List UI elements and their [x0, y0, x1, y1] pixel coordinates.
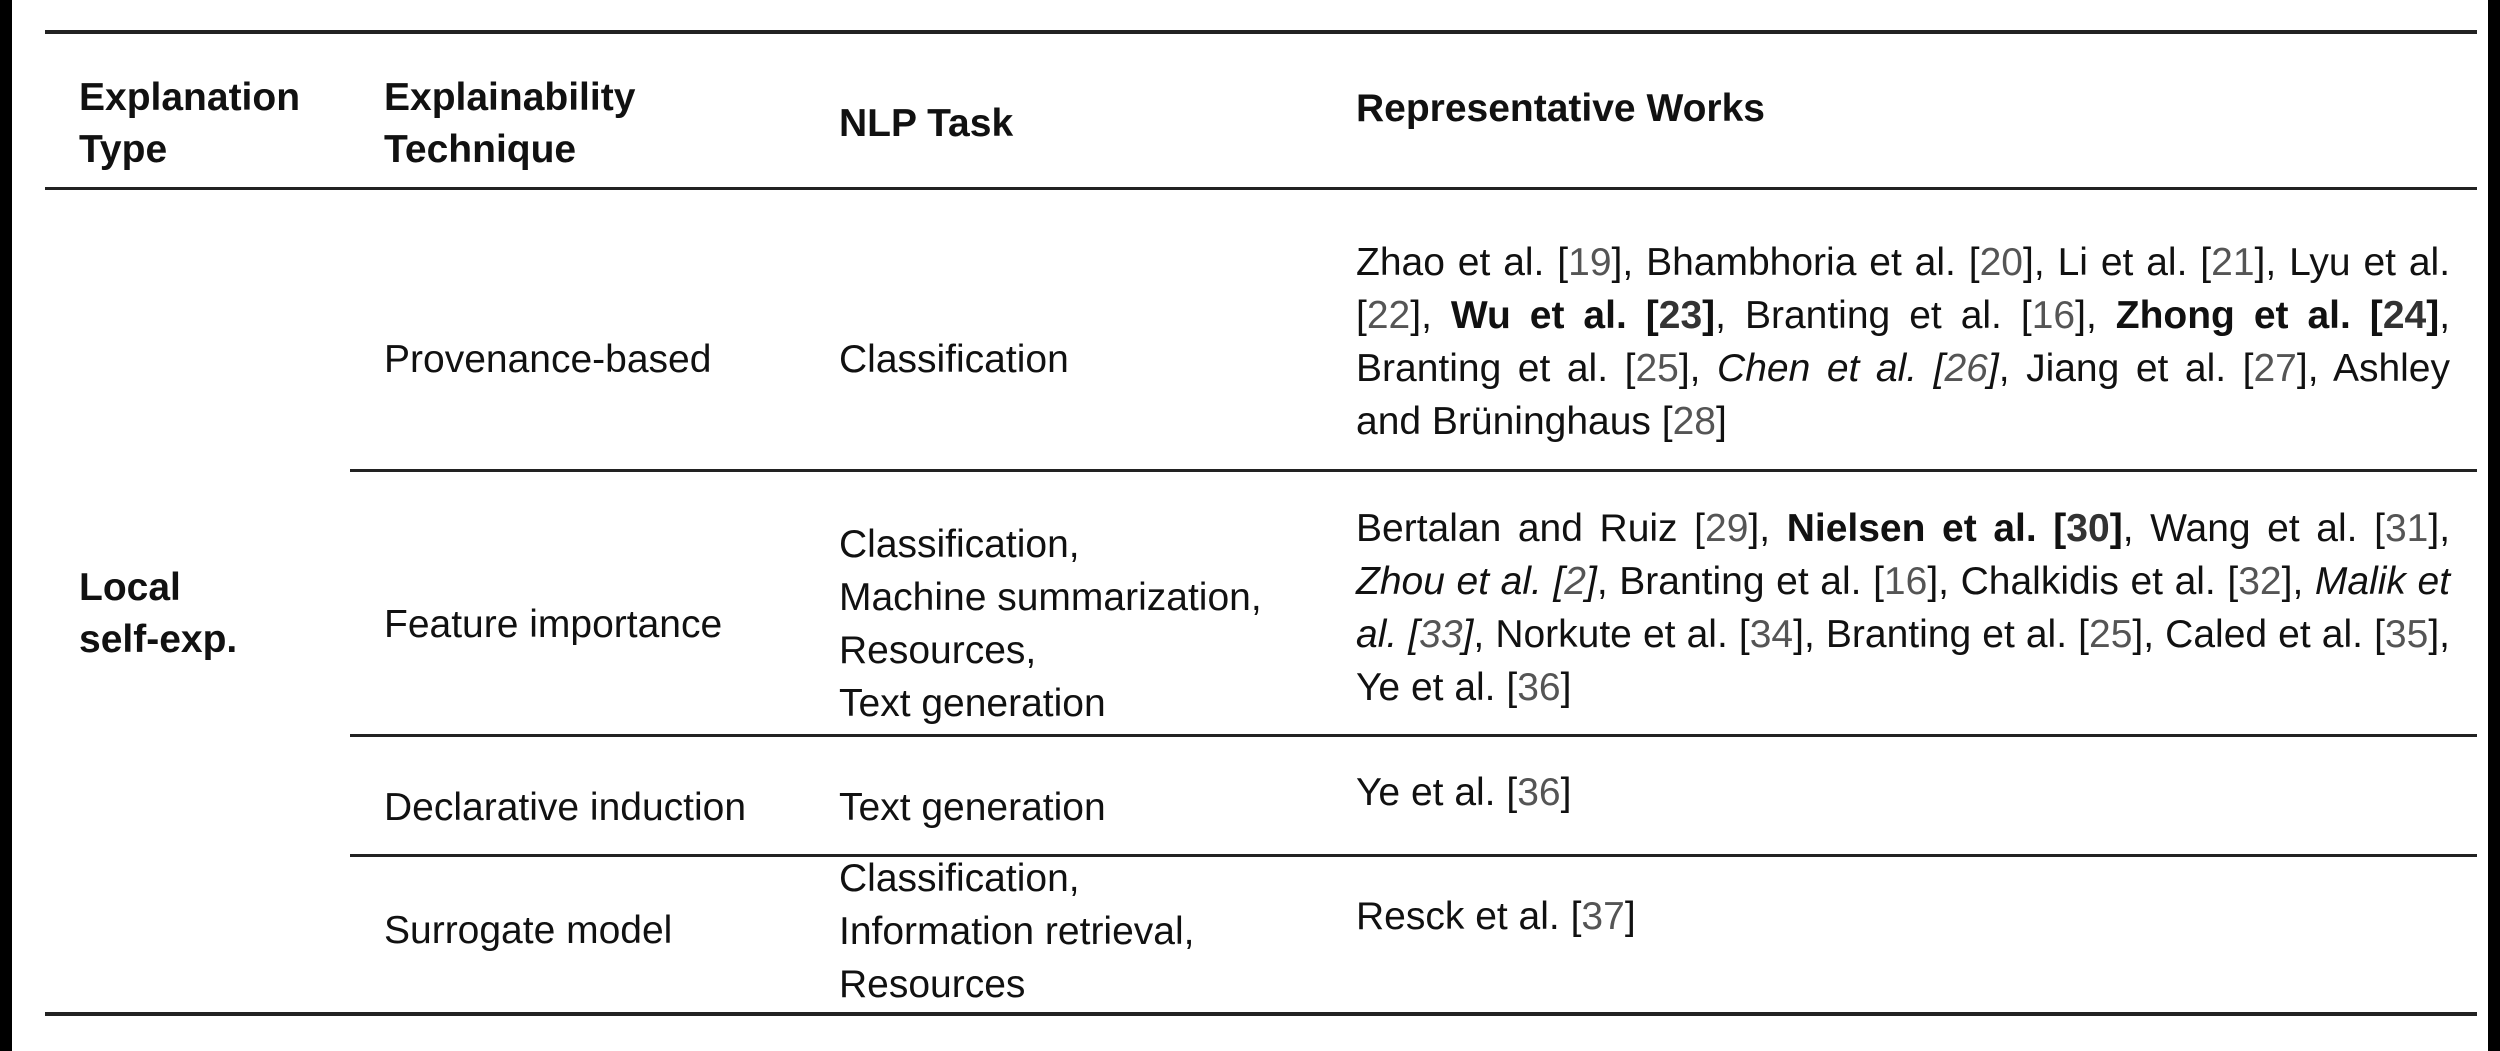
work-ref: Ye et al. [36] — [1356, 771, 1572, 814]
works-row-4 — [1356, 890, 2450, 943]
task-list-row-2 — [839, 518, 1262, 730]
explanation-type-local-self-exp: Local self-exp. — [79, 566, 238, 661]
task-list-row-1 — [839, 333, 1069, 386]
work-ref: Caled et al. [35] — [2165, 613, 2440, 656]
work-ref: Branting et al. [25] — [1356, 347, 1690, 390]
page-edge-right — [2488, 0, 2500, 1051]
task-item: Information retrieval, — [839, 910, 1195, 953]
work-ref: Zhao et al. [19] — [1356, 241, 1623, 284]
work-ref: Norkute et al. [34] — [1495, 613, 1804, 656]
work-ref: Branting et al. [25] — [1825, 613, 2144, 656]
work-ref-italic: Zhou et al. [2] — [1356, 560, 1597, 603]
header-representative-works: Representative Works — [1356, 87, 1765, 130]
work-ref-italic: Chen et al. [26] — [1717, 347, 1999, 390]
technique-surrogate-model: Surrogate model — [384, 909, 673, 952]
row-rule-3 — [350, 854, 2477, 857]
work-ref: Wang et al. [31] — [2150, 507, 2440, 550]
page-edge-left — [0, 0, 12, 1051]
task-item: Text generation — [839, 786, 1106, 829]
task-item: Classification, — [839, 523, 1080, 566]
technique-feature-importance: Feature importance — [384, 603, 723, 646]
task-item: Text generation — [839, 682, 1106, 725]
work-ref: Branting et al. [16] — [1744, 294, 2086, 337]
header-explanation-type: Explanation Type — [79, 76, 301, 171]
work-ref: Jiang et al. [27] — [2026, 347, 2308, 390]
work-ref: Lyu et al. [22] — [1356, 241, 2451, 337]
work-ref: Ashley and Brüninghaus [28] — [1356, 347, 2450, 443]
works-row-1: Zhao et al. [19], Bhambhoria et al. [20], Li et al. [21], Lyu et al. [22], Wu et al. [23], Branting et al. [16], Zhong et al. [24], Branting et al. [25], Chen et al. [26], Jiang et al. [27], Ashley and Brüninghaus [28] — [1356, 241, 2451, 443]
work-ref: Bhambhoria et al. [20] — [1646, 241, 2034, 284]
task-item: Resources, — [839, 629, 1037, 672]
work-ref: Branting et al. [16] — [1619, 560, 1939, 603]
work-ref-italic: Malik et al. [33] — [1356, 560, 2451, 656]
header-nlp-task: NLP Task — [839, 102, 1014, 145]
work-ref: Bertalan and Ruiz [29] — [1356, 507, 1760, 550]
work-ref: Resck et al. [37] — [1356, 895, 1636, 938]
row-rule-2 — [350, 734, 2477, 737]
works-row-3 — [1356, 766, 2450, 819]
top-rule — [45, 30, 2477, 34]
technique-declarative-induction: Declarative induction — [384, 786, 747, 829]
work-ref: Chalkidis et al. [32] — [1960, 560, 2293, 603]
technique-provenance-based: Provenance-based — [384, 338, 712, 381]
work-ref-bold: Zhong et al. [24] — [2115, 294, 2440, 337]
task-item: Resources — [839, 963, 1026, 1006]
row-rule-1 — [350, 469, 2477, 472]
task-item: Classification, — [839, 857, 1080, 900]
works-row-2: Bertalan and Ruiz [29], Nielsen et al. [30], Wang et al. [31], Zhou et al. [2], Branting et al. [16], Chalkidis et al. [32], Malik et al. [33], Norkute et al. [34], Branting et al. [25], Caled et al. [35], Ye et al. [36] — [1356, 507, 2451, 709]
header-explainability-technique: Explainability Technique — [384, 76, 636, 171]
work-ref-bold: Wu et al. [23] — [1450, 294, 1716, 337]
header-rule — [45, 187, 2477, 190]
task-list-row-3 — [839, 781, 1106, 834]
task-item: Machine summarization, — [839, 576, 1262, 619]
work-ref: Ye et al. [36] — [1356, 666, 1572, 709]
work-ref-bold: Nielsen et al. [30] — [1786, 507, 2123, 550]
task-list-row-4 — [839, 852, 1194, 1011]
work-ref: Li et al. [21] — [2057, 241, 2266, 284]
task-item: Classification — [839, 338, 1069, 381]
bottom-rule — [45, 1012, 2477, 1016]
